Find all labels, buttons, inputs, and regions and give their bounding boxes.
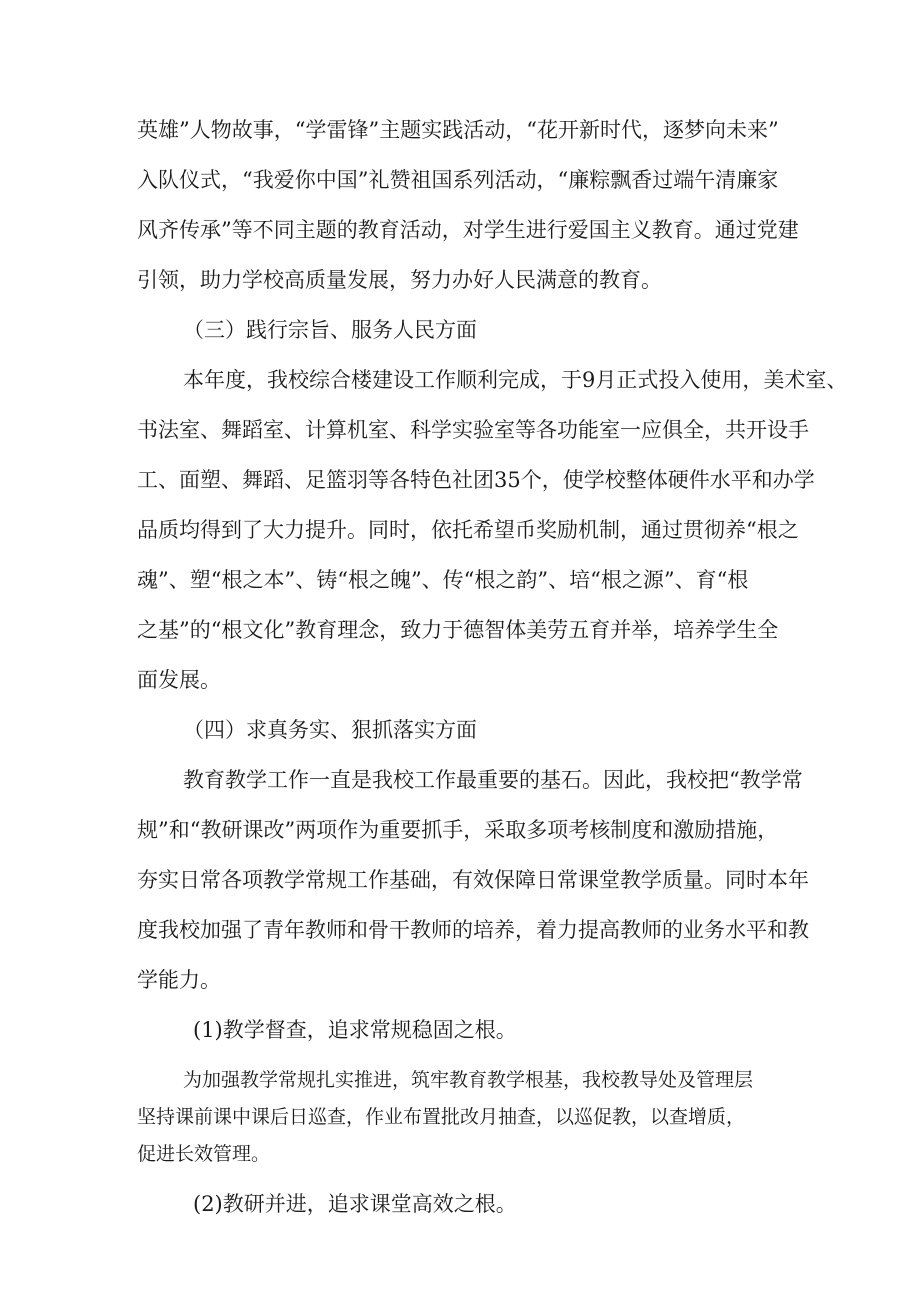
text-line: 引领，助力学校高质量发展，努力办好人民满意的教育。	[137, 268, 662, 292]
text-line: 入队仪式，“我爱你中国”礼赞祖国系列活动，“廉粽飘香过端午清廉家	[137, 168, 779, 192]
section-heading: （四）求真务实、狠抓落实方面	[183, 718, 477, 742]
text-line: 坚持课前课中课后日巡查，作业布置批改月抽查，以巡促教，以查增质，	[137, 1106, 746, 1128]
text-line: 魂”、塑“根之本”、铸“根之魄”、传“根之韵”、培“根之源”、育“根	[137, 568, 749, 592]
text-line: 教育教学工作一直是我校工作最重要的基石。因此，我校把“教学常	[183, 768, 803, 792]
text-line: 面发展。	[137, 668, 221, 692]
text-line: 之基”的“根文化”教育理念，致力于德智体美劳五育并举，培养学生全	[137, 618, 779, 642]
text-line: 书法室、舞蹈室、计算机室、科学实验室等各功能室一应俱全，共开设手	[137, 418, 809, 442]
text-line: 促进长效管理。	[137, 1143, 271, 1165]
text-line: 为加强教学常规扎实推进，筑牢教育教学根基，我校教导处及管理层	[183, 1069, 754, 1091]
subsection-heading: (2)教研并进，追求课堂高效之根。	[193, 1192, 517, 1216]
text-line: 品质均得到了大力提升。同时，依托希望币奖励机制，通过贯彻养“根之	[137, 518, 799, 542]
text-line: 学能力。	[137, 968, 221, 992]
text-line: 度我校加强了青年教师和骨干教师的培养，着力提高教师的业务水平和教	[137, 918, 809, 942]
text-line: 风齐传承”等不同主题的教育活动，对学生进行爱国主义教育。通过党建	[137, 218, 799, 242]
text-line: 英雄”人物故事，“学雷锋”主题实践活动，“花开新时代，逐梦向未来”	[137, 118, 779, 142]
text-line: 工、面塑、舞蹈、足篮羽等各特色社团35个，使学校整体硬件水平和办学	[137, 468, 815, 492]
section-heading: （三）践行宗旨、服务人民方面	[183, 318, 477, 342]
text-line: 本年度，我校综合楼建设工作顺利完成，于9月正式投入使用，美术室、	[183, 368, 848, 392]
subsection-heading: (1)教学督查，追求常规稳固之根。	[193, 1018, 517, 1042]
text-line: 规”和“教研课改”两项作为重要抓手，采取多项考核制度和激励措施，	[137, 818, 779, 842]
text-line: 夯实日常各项教学常规工作基础，有效保障日常课堂教学质量。同时本年	[137, 868, 809, 892]
